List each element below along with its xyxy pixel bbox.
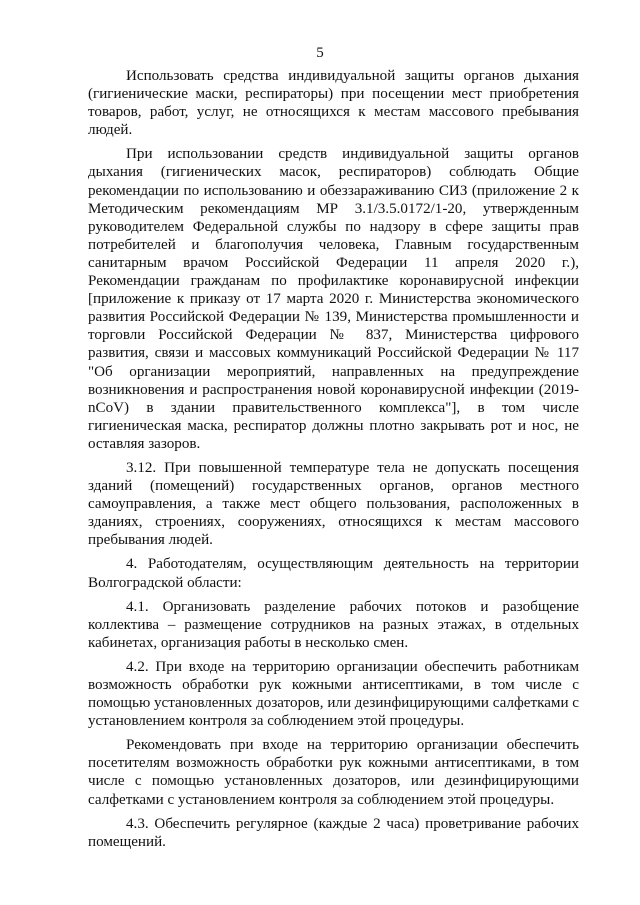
paragraph-4-2-hand-sanitizing: 4.2. При входе на территорию организации обеспечить работникам возможность обработки рук кожными антисептиками, в том числе с помощью установленных дозаторов, или дезинфицирующими салфетками с установлением контроля за соблюдением этой процедуры. (88, 658, 579, 730)
paragraph-4-employers: 4. Работодателям, осуществляющим деятельность на территории Волгоградской области: (88, 556, 579, 591)
paragraph-4-1-work-separation: 4.1. Организовать разделение рабочих потоков и разобщение коллектива – размещение сотрудников на разных этажах, в отдельных кабинетах, организация работы в несколько смен. (88, 598, 579, 651)
paragraph-visitors-hand-sanitizing: Рекомендовать при входе на территорию организации обеспечить посетителям возможность обработки рук кожными антисептиками, в том числе с помощью установленных дозаторов, или дезинфицирующими салфетками с установлением контроля за соблюдением этой процедуры. (88, 737, 579, 808)
document-body (88, 67, 579, 851)
paragraph-4-3-ventilation: 4.3. Обеспечить регулярное (каждые 2 часа) проветривание рабочих помещений. (88, 815, 579, 850)
page-number: 5 (316, 45, 324, 61)
paragraph-3-12-temperature: 3.12. При повышенной температуре тела не допускать посещения зданий (помещений) государственных органов, органов местного самоуправления, а также мест общего пользования, расположенных в зданиях, строениях, сооружениях, относящихся к местам массового пребывания людей. (88, 459, 579, 549)
paragraph-ppe-usage: Использовать средства индивидуальной защиты органов дыхания (гигиенические маски, респираторы) при посещении мест приобретения товаров, работ, услуг, не относящихся к местам массового пребывания людей. (88, 68, 579, 139)
paragraph-ppe-recommendations: При использовании средств индивидуальной защиты органов дыхания (гигиенических масок, респираторов) соблюдать Общие рекомендации по использованию и обеззараживанию СИЗ (приложение 2 к Методическим рекомендациям МР 3.1/3.5.0172/1-20, утвержденным руководителем Федеральной службы по надзору в сфере защиты прав потребителей и благополучия человека, Главным государственным санитарным врачом Российской Федерации 11 апреля 2020 г.), Рекомендации гражданам по профилактике коронавирусной инфекции [приложение к приказу от 17 марта 2020 г. Министерства экономического развития Российской Федерации № 139, Министерства промышленности и торговли Российской Федерации № 837, Министерства цифрового развития, связи и массовых коммуникаций Российской Федерации № 117 "Об организации мероприятий, направленных на предупреждение возникновения и распространения новой коронавирусной инфекции (2019-nCoV) в здании правительственного комплекса"], в том числе гигиеническая маска, респиратор должны плотно закрывать рот и нос, не оставляя зазоров. (88, 146, 579, 452)
